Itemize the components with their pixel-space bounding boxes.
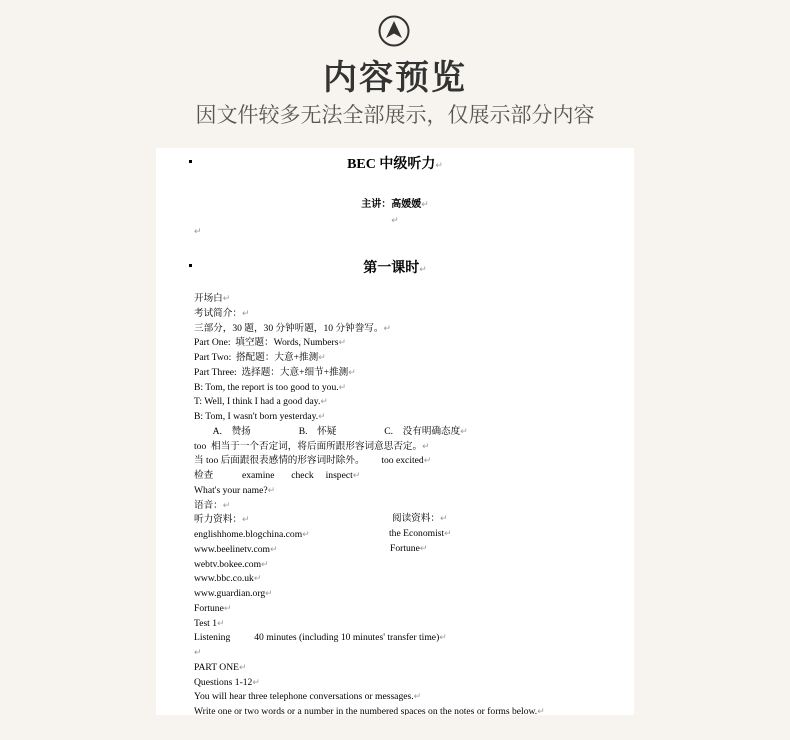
doc-line-text: 三部分，30 题，30 分钟听题，10 分钟誊写。 [194, 322, 384, 334]
doc-line-text: Part One: 填空题：Words, Numbers [194, 337, 339, 349]
doc-line: ↵ [194, 647, 202, 657]
doc-line-text: A. 赞扬 B. 怀疑 C. 没有明确态度 [194, 425, 461, 437]
doc-line: What's your name?↵ [194, 484, 276, 496]
doc-line-text: www.beelinetv.com [194, 543, 271, 555]
document-preview [156, 148, 634, 715]
doc-line-text: englishhome.blogchina.com [194, 529, 303, 540]
doc-line: Part One: 填空题：Words, Numbers↵ [194, 337, 346, 349]
doc-line-text: You will hear three telephone conversations or messages. [194, 691, 414, 703]
right-column-item: the Economist↵ [389, 528, 452, 539]
doc-line: 考试简介：↵ [194, 307, 250, 319]
doc-line-text: B: Tom, I wasn't born yesterday. [194, 411, 319, 422]
lesson-heading: 第一课时↵ [363, 261, 427, 276]
doc-line: www.bbc.co.uk↵ [194, 573, 262, 585]
doc-line: A. 赞扬 B. 怀疑 C. 没有明确态度↵ [194, 425, 468, 437]
doc-line: 三部分，30 题，30 分钟听题，10 分钟誊写。↵ [194, 322, 392, 334]
doc-line: T: Well, I think I had a good day.↵ [194, 396, 328, 408]
doc-line: Part Two: 搭配题：大意+推测↵ [194, 352, 326, 363]
doc-line-text: webtv.bokee.com [194, 558, 262, 570]
doc-line: 检查 examine check inspect↵ [194, 470, 361, 481]
doc-line: 听力资料：↵ [194, 514, 250, 526]
doc-line-text: 语音： [194, 499, 223, 511]
doc-line: englishhome.blogchina.com↵ [194, 529, 310, 540]
preview-header [0, 0, 790, 148]
right-column-item: 阅读资料：↵ [392, 513, 448, 524]
doc-line: www.beelinetv.com↵ [194, 543, 278, 555]
up-arrow-circle-icon [378, 15, 410, 47]
doc-line: www.guardian.org↵ [194, 588, 273, 599]
page-title: 内容预览 [323, 58, 467, 98]
doc-line-text: Listening 40 minutes (including 10 minutes' transfer time) [194, 632, 440, 644]
doc-line: 当 too 后面跟很表感情的形容词时除外。 too excited↵ [194, 455, 432, 467]
doc-line-text: Write one or two words or a number in the numbered spaces on the notes or forms below. [194, 706, 538, 715]
doc-line-text: 检查 examine check inspect [194, 470, 353, 481]
doc-line-text: 考试简介： [194, 307, 242, 319]
doc-line-text: 听力资料： [194, 514, 242, 526]
doc-line-text: Test 1 [194, 617, 218, 629]
doc-line-text: Part Two: 搭配题：大意+推测 [194, 352, 319, 363]
doc-line-text: Part Three: 选择题：大意+细节+推测 [194, 366, 349, 378]
doc-line: too 相当于一个否定词，将后面所跟形容词意思否定。↵ [194, 440, 430, 452]
doc-line: Listening 40 minutes (including 10 minutes' transfer time)↵ [194, 632, 447, 644]
doc-line: Test 1↵ [194, 617, 225, 629]
lecturer-line: 主讲：高媛媛↵ [361, 199, 429, 210]
page-subtitle: 因文件较多无法全部展示，仅展示部分内容 [195, 103, 595, 127]
doc-line: 语音：↵ [194, 499, 231, 511]
doc-line: Fortune↵ [194, 602, 232, 614]
doc-line: webtv.bokee.com↵ [194, 558, 269, 570]
doc-line: Part Three: 选择题：大意+细节+推测↵ [194, 366, 356, 378]
doc-line-text: www.bbc.co.uk [194, 573, 254, 585]
doc-line-text: T: Well, I think I had a good day. [194, 396, 321, 408]
doc-line-text: Fortune [194, 602, 224, 614]
doc-line: Questions 1-12↵ [194, 676, 260, 688]
doc-line: 开场白↵ [194, 293, 231, 304]
doc-line-text: 开场白 [194, 293, 223, 304]
doc-line: B: Tom, I wasn't born yesterday.↵ [194, 411, 326, 422]
doc-line-text: B: Tom, the report is too good to you. [194, 381, 339, 393]
doc-line-text: www.guardian.org [194, 588, 266, 599]
doc-line: Write one or two words or a number in the numbered spaces on the notes or forms below.↵ [194, 706, 545, 715]
doc-title: BEC 中级听力↵ [347, 157, 443, 172]
empty-paragraph-mark: ↵ [194, 226, 202, 236]
doc-line: You will hear three telephone conversations or messages.↵ [194, 691, 422, 703]
doc-line-text: PART ONE [194, 661, 240, 673]
doc-line-text: Questions 1-12 [194, 676, 253, 688]
doc-line-text: 当 too 后面跟很表感情的形容词时除外。 too excited [194, 455, 424, 467]
doc-line-text: What's your name? [194, 484, 268, 496]
right-column-item: Fortune↵ [390, 543, 428, 554]
doc-line: B: Tom, the report is too good to you.↵ [194, 381, 347, 393]
empty-paragraph-mark: ↵ [391, 215, 399, 225]
doc-line: PART ONE↵ [194, 661, 247, 673]
doc-line-text: too 相当于一个否定词，将后面所跟形容词意思否定。 [194, 440, 423, 452]
